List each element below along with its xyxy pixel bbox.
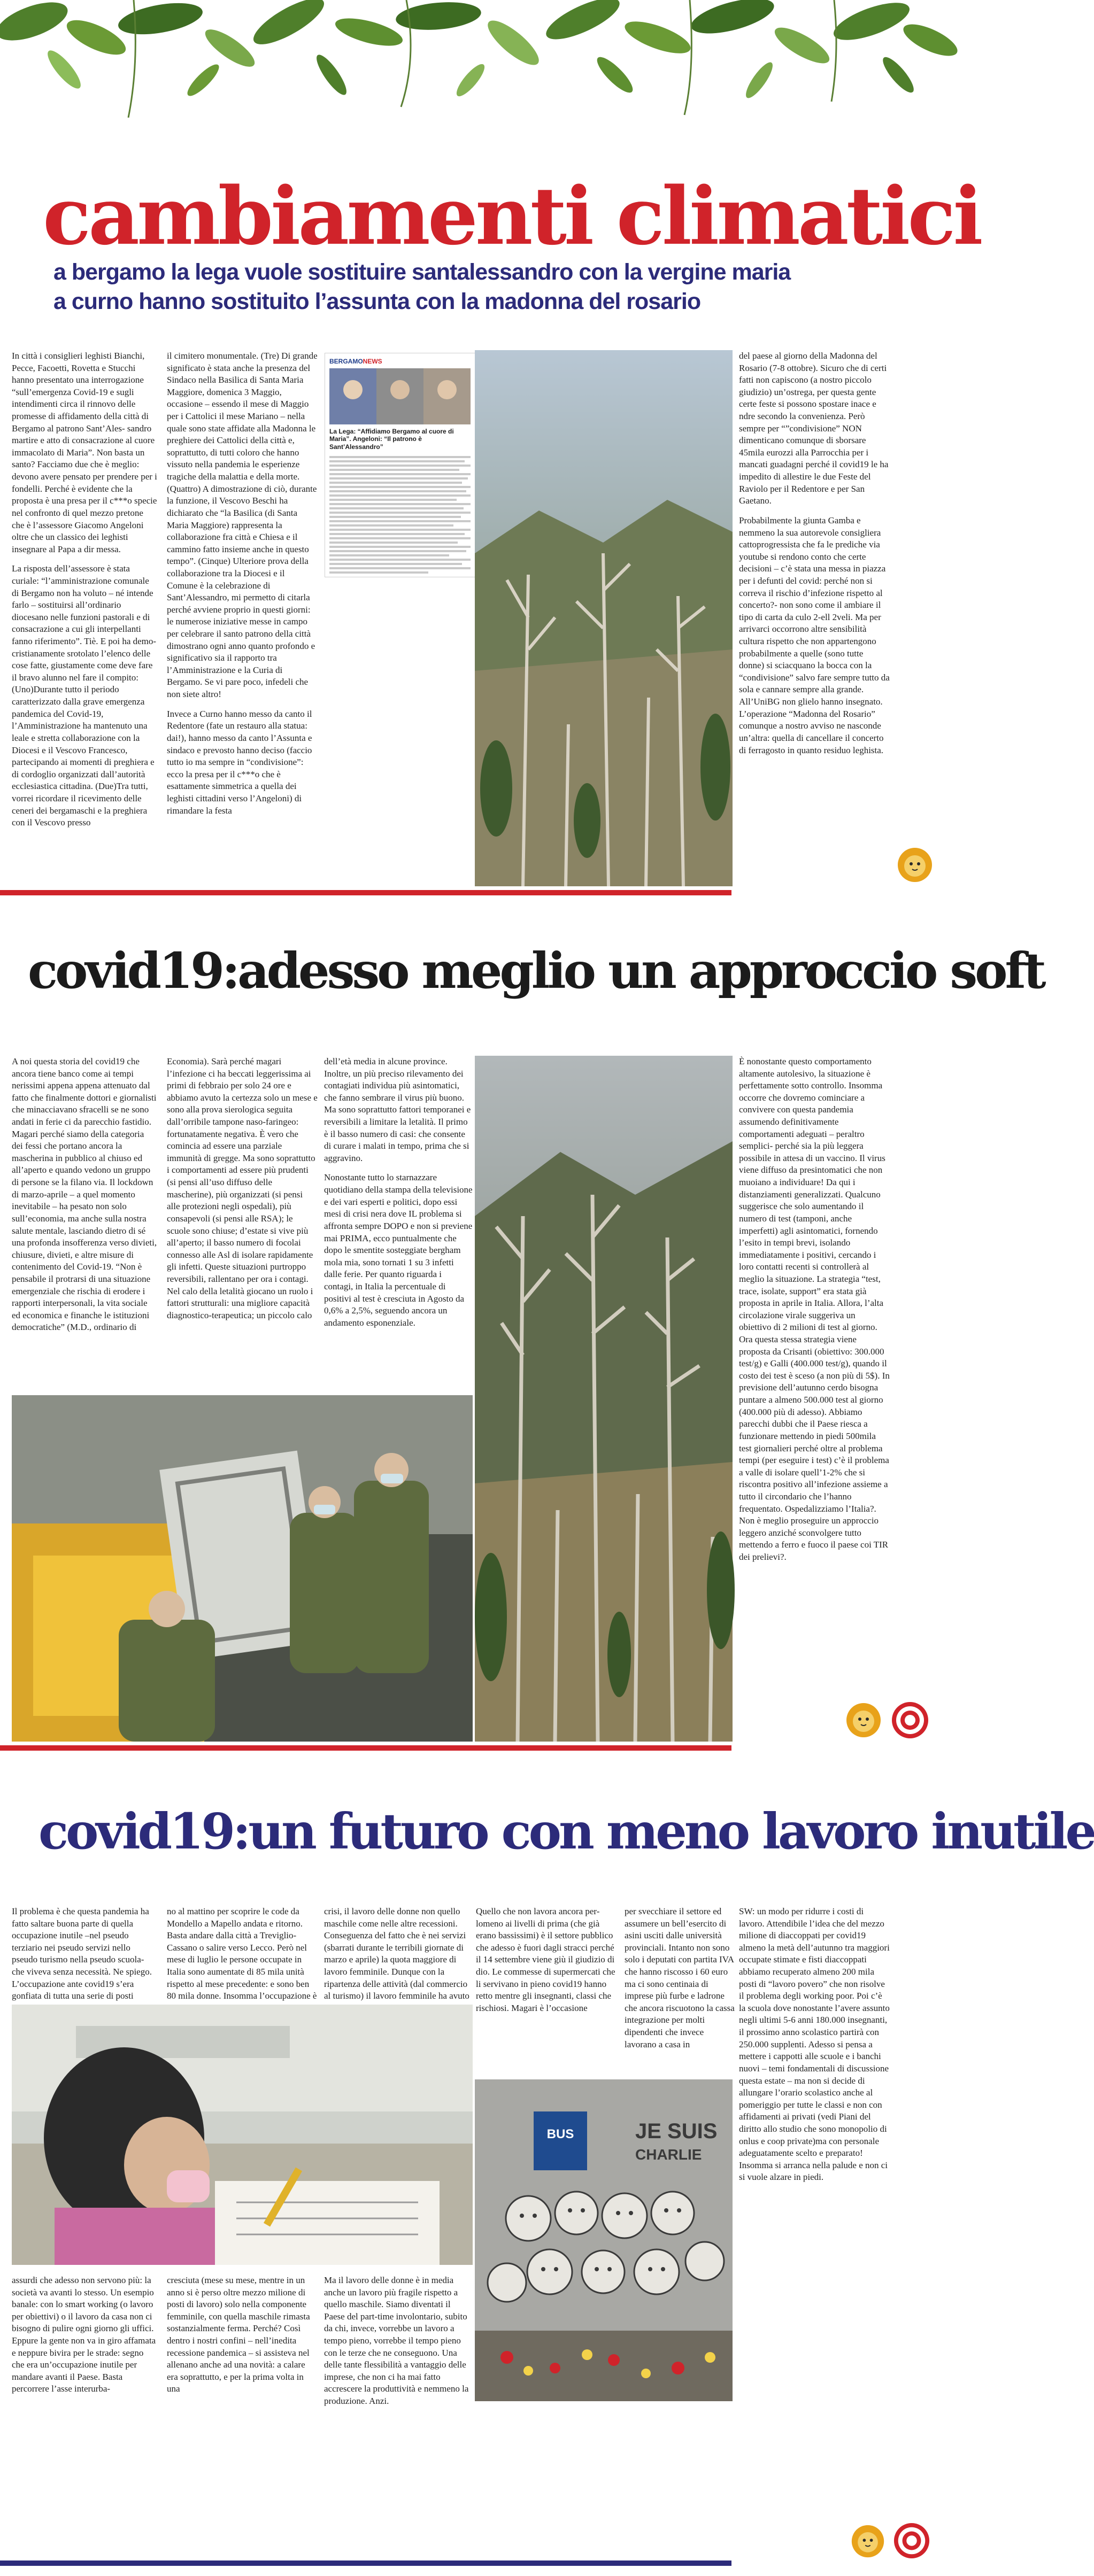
- paragraph: del paese al giorno della Madonna del Rosario (7-8 ottobre). Sicuro che di certi fatti non capiscono (a nostro piccolo giudizio) un’ostrega, per questa gente certe feste si possono spostare inace e ndre secondo la convenienza. Però sempre per “”condivisione” NON dimenticano comunque di sborsare 45mila eurozzi alla Parrocchia per i mancati guadagni perché il covid19 le ha impedito di allestire le due Feste del Raviolo per il Redentore e per San Gaetano.: [739, 351, 889, 506]
- section3-column-2-bottom: [167, 2275, 318, 2403]
- section3-column-5-top: [625, 1906, 735, 2058]
- dead-trees-photo: [475, 1056, 733, 1742]
- paragraph: La risposta dell’assessore è stata curiale: “l’amministrazione comunale di Bergamo non ha voluto – né intende farlo – sostituirsi all’ordinario diocesano nelle funzioni pastorali e di consacrazione a cui gli interpellanti fanno riferimento”. Tiè. E poi ha demo- cristianamente srotolato l’elenco delle cose fatte, giustamente come deve fare il bravo alunno nel fare il compito: (Uno)Durante tutto il periodo caratterizzato dalla grave emergenza pandemica del Covid-19, l’Amministrazione ha mantenuto una leale e stretta collaborazione con la Diocesi e il Vescovo Francesco, partecipando ai momenti di preghiera e di cordoglio organizzati dall’autorità ecclesiastica cittadina. (Due)Tra tutti, vorrei ricordare il ricevimento delle ceneri dei bergamaschi e la preghiera con il Vescovo presso: [12, 563, 157, 828]
- paragraph: In città i consiglieri leghisti Bianchi, Pecce, Facoetti, Rovetta e Stucchi hanno presentato una interrogazione “sull’emergenza Covid-19 e sugli intendimenti circa il rinnovo delle promesse di affidamento della città di Bergamo al patrono Sant’Ales- sandro martire e atto di consacrazione al cuore immacolato di Maria”. Non basta un santo? Facciamo due che è meglio: devono avere pensato per prendere per i fondelli. Perché è evidente che la proposta è una presa per il c***o specie nel confronto di quel mezzo pretone che è l’assessore Giacomo Angeloni oltre che un classico dei leghisti insegnare al Papa a dir messa.: [12, 351, 157, 554]
- paragraph: crisi, il lavoro delle donne non quello maschile come nelle altre recessioni. Conseguenza del fatto che è nei servizi (sbarrati durante le terribili giornate di marzo e aprile) la quota maggiore di lavoro femminile. Dunque con la ripartenza delle attività (dal commercio al turismo) il lavoro femminile ha avuto: [324, 1906, 469, 2001]
- paragraph: dell’età media in alcune province. Inoltre, un più preciso rilevamento dei contagiati individua più asintomatici, che fanno sembrare il virus più buono. Ma sono soprattutto fattori temporanei e reversibili a limitare la letalità. Il primo è il basso numero di casi: che consente di curare i malati in tempo, prima che si aggravino.: [324, 1056, 471, 1163]
- page-title: cambiamenti climatici: [43, 169, 981, 262]
- divider-blue: [0, 2560, 731, 2566]
- news-headline: La Lega: “Affidiamo Bergamo al cuore di Maria”. Angeloni: “Il patrono è Sant’Alessandro”: [329, 428, 454, 451]
- section2-title: covid19:adesso meglio un approccio soft: [28, 942, 1044, 1000]
- target-icon: [893, 2522, 930, 2559]
- news-brand: BERGAMONEWS: [329, 358, 382, 365]
- section3-column-4-top: [476, 1906, 619, 2022]
- section2-column-3: [324, 1056, 473, 1336]
- paragraph: Ma il lavoro delle donne è in media anche un lavoro più fragile rispetto a quello maschile. Siamo diventati il Paese del part-time involontario, subito da chi, invece, vorrebbe un lavoro a tempo pieno, vorrebbe il tempo pieno con le terze che ne conseguono. Una delle tante flessibilità a vantaggio delle imprese, che non ci ha mai fatto accrescere la produttività e nemmeno la produzione. Anzi.: [324, 2275, 469, 2407]
- paragraph: no al mattino per scoprire le code da Mondello a Mapello andata e ritorno. Basta andare dalla città a Treviglio-Cassano o salire verso Lecco. Però nel mese di luglio le persone occupate in Italia sono aumentate di 85 mila unità rispetto al mese precedente: e sono ben 80 mila donne. Insomma l’occupazione è: [167, 1906, 317, 2001]
- soldiers-photo: [12, 1395, 473, 1742]
- lion-icon: [896, 845, 934, 885]
- lion-icon: [845, 1700, 882, 1740]
- news-body-lines: [329, 456, 471, 574]
- section3-column-6: [739, 1906, 890, 2191]
- section3-column-2-top: [167, 1906, 318, 2010]
- news-clipping: [325, 353, 475, 577]
- section1-column-2: [167, 350, 318, 824]
- section3-column-3-bottom: [324, 2275, 473, 2415]
- lion-icon: [850, 2522, 885, 2560]
- paragraph: Economia). Sarà perché magari l’infezione ci ha beccati leggerissima ai primi di febbraio per solo 24 ore e abbiamo avuto la certezza solo un mese e sono alla prova sierologica seguita dall’orribile tampone naso-faringeo: fortunatamente negativa. È vero che comincia ad essere una parziale immunità di gregge. Ma sono soprattutto i comportamenti ad essere più prudenti (si pensi all’uso diffuso delle mascherine), più organizzati (si pensi alle protezioni negli ospedali), più consapevoli (si pensi alle RSA); le scuole sono chiuse; d’estate si vive più all’aperto; il basso numero di focolai connesso alle Asl di isolare rapidamente gli infetti. Queste situazioni purtroppo reversibili, rallentano per ora i contagi. Nel calo della letalità giocano un ruolo i fattori strutturali: una migliore capacità diagnostico-terapeutica; un piccolo calo: [167, 1056, 318, 1320]
- paragraph: assurdi che adesso non servono più: la società va avanti lo stesso. Un esempio banale: con lo smart working (o lavoro per obiettivi) o il lavoro da casa non ci bisogno di pulire ogni giorno gli uffici. Eppure la gente non va in giro affamata e neppure bivira per le strade: segno che era un’occupazione inutile per mandare avanti il Paese. Basta percorrere l’asse interurba-: [12, 2275, 156, 2394]
- section1-column-1: [12, 350, 157, 837]
- paragraph: A noi questa storia del covid19 che ancora tiene banco come ai tempi nerissimi appena appena attenuato dal fatto che finalmente dottori e giornalisti che minacciavano sfracelli se ne sono andati in ferie ci da parecchio fastidio. Magari perché siamo della categoria dei fessi che portano ancora la mascherina in pubblico al chiuso ed all’aperto e quando vedono un gruppo di persone se la filano via. Il lockdown di marzo-aprile – a quel momento inevitabile – ha pesato non solo sull’economia, ma anche sulla nostra salute mentale, lasciando dietro di sé una profonda insofferenza verso divieti, chiusure, divieti, e altre misure di contenimento del Covid-19. “Non è pensabile il protrarsi di una situazione emergenziale che rischia di erodere i rapporti interpersonali, la vita sociale ed economica e finanche le istituzioni democratiche” (M.D., ordinario di: [12, 1056, 157, 1333]
- section3-title: covid19:un futuro con meno lavoro inutile: [38, 1803, 1094, 1860]
- paragraph: cresciuta (mese su mese, mentre in un anno si è perso oltre mezzo milione di posti di lavoro) solo nella componente femminile, con quella maschile rimasta sostanzialmente ferma. Perché? Così dentro i nostri confini – nell’inedita recessione pandemica – si assisteva nel allenano anche ad una novità: a calare era soprattutto, e per la prima volta in una: [167, 2275, 310, 2394]
- leaves-banner: [0, 0, 952, 131]
- news-photo: [329, 368, 471, 424]
- section1-column-4: [739, 350, 890, 764]
- section2-column-4: [739, 1056, 890, 1571]
- section2-column-1: [12, 1056, 157, 1341]
- paragraph: Invece a Curno hanno messo da canto il Redentore (fate un restauro alla statua: dai!), hanno messo da canto l’Assunta e sindaco e prevosto hanno deciso (faccio tutto io ma sempre in “condivisione”: ecco la presa per il c***o che è esattamente simmetrica a quella dei leghisti cittadini verso l’Angeloni) di rimandare la festa: [167, 708, 312, 816]
- target-icon: [891, 1701, 929, 1739]
- paragraph: Probabilmente la giunta Gamba e nemmeno la sua autorevole consigliera cattoprogressista che fa le prediche via youtube si rendono conto che certe decisioni – c’è stata una messa in piazza per i defunti del covid: perché non si correva il rischio d’infezione rispetto al concerto?- non sono come il ambiare il tipo di carta da culo 2-ell 2veli. Ma per arrivarci occorrono altre sensibilità cultura rispetto che non appartengono probabilmente a quelle (sono tutte donne) si sciacquano la bocca con la “condivisione” salvo fare sempre tutto da sola e cannare sempre alla grande. All’UniBG non glielo hanno insegnato. L’operazione “Madonna del Rosario” comunque a nostro avviso ne nasconde un’altra: quella di cancellare il concerto di ferragosto in quanto residuo leghista.: [739, 515, 890, 755]
- wall-writing-a: JE SUIS: [635, 2119, 718, 2143]
- paragraph: per svecchiare il settore ed assumere un bell’esercito di asini usciti dalle università provinciali. Intanto non sono solo i deputati con partita IVA che hanno riscosso i 60 euro ma ci sono centinaia di imprese più furbe e ladrone che ancora riscuotono la cassa integrazione per molti dipendenti che invece lavorano a casa in: [625, 1906, 735, 2049]
- wall-writing-b: CHARLIE: [635, 2146, 702, 2163]
- paragraph: Quello che non lavora ancora per- lomeno ai livelli di prima (che già erano bassissimi) è il settore pubblico che adesso è fuori dagli stracci perché il 14 settembre viene giù il giudizio di dio. Le commesse di supermercati che li servivano in pieno covid19 hanno retto mentre gli insegnanti, classi che rischiosi. Magari è l’occasione: [476, 1906, 615, 2013]
- subtitle-1: a bergamo la lega vuole sostituire santalessandro con la vergine maria: [53, 259, 791, 285]
- divider-red: [0, 1745, 731, 1751]
- section3-column-1-bottom: [12, 2275, 157, 2403]
- paragraph: Il problema è che questa pandemia ha fatto saltare buona parte di quella occupazione inutile –nel pseudo terziario nei pseudo servizi nello pseudo turismo nella pseudo scuola- che viveva senza necessità. Ne spiego. L’occupazione ante covid19 s’era gonfiata di tutta una serie di posti: [12, 1906, 152, 2001]
- divider-red: [0, 890, 731, 895]
- paragraph: SW: un modo per ridurre i costi di lavoro. Attendibile l’idea che del mezzo milione di diaccoppati per covid19 almeno la metà dell’autunno tra maggiori occupate stimate e fisti diaccoppati abbiamo recuperato almeno 200 mila posti di “lavoro povero” che non risolve il problema degli working poor. Poi c’è la scuola dove nonostante l’avere assunto negli ultimi 5-6 anni 180.000 insegnanti, il prossimo anno scolastico partirà con 250.000 supplenti. Adesso si pensa a mettere i cappotti alle scuole e i banchi nuovi – temi fondamentali di discussione questa estate – ma non si decide di allungare l’orario scolastico anche al pomeriggio per tutte le classi e non con affidamenti ai privati (vedi Piani del diritto allo studio che sono monopolio di onlus e coop private)ma con personale adeguatamente scelto e preparato! Insomma si arranca nella palude e non ci si vuole alzare in piedi.: [739, 1906, 890, 2183]
- paragraph: È nonostante questo comportamento altamente autolesivo, la situazione è perfettamente sotto controllo. Insomma occorre che dovremo cominciare a convivere con questa pandemia assumendo definitivamente comportamenti adeguati – peraltro semplici- perché sia la più leggera possibile in attesa di un vaccino. Il virus viene diffuso da presintomatici che non muoiano a individuare! Da qui i distanziamenti generalizzati. Qualcuno suggerisce che solo aumentando il numero di test (tamponi, anche imperfetti) agli asintomatici, fornendo l’esito in tempi brevi, isolando immediatamente i positivi, cercando i loro contatti recenti si controllerà al meglio la situazione. La strategia “test, trace, isolate, support” era stata già proposta in aprile in Italia. Allora, l’alta circolazione virale suggeriva un obiettivo di 2 milioni di test al giorno. Ora questa stessa strategia viene proposta da Crisanti (obiettivo: 300.000 test/g) e Galli (400.000 test/g), quando il costo dei test è sceso (a non più di 5$). In previsione dell’autunno cerdo bisogna puntare a almeno 500.000 test al giorno (400.000 più di adesso). Abbiamo parecchi dubbi che il Paese riesca a funzionare mettendo in piedi 500mila test giornalieri perché oltre al problema tempi (per eseguire i test) c’è il problema a valle di isolare quell’1-2% che si riscontra positivo all’infezione assieme a tutto il circondario che l’hanno frequentato. Ospedalizziamo l’Italia?. Non è meglio proseguire un approccio leggero anziché sconvolgere tutto mettendo a ferro e fuoco il paese coi TIR dei prelievi?.: [739, 1056, 890, 1562]
- dead-forest-photo: [475, 350, 733, 886]
- subtitle-2: a curno hanno sostituito l’assunta con la madonna del rosario: [53, 289, 701, 314]
- section2-column-2: [167, 1056, 318, 1329]
- bus-sign-text: BUS: [546, 2127, 574, 2141]
- paragraph: il cimitero monumentale. (Tre) Di grande significato è stata anche la presenza del Sindaco nella Basilica di Santa Maria Maggiore, domenica 3 Maggio, occasione – essendo il mese di Maggio per i Cattolici il mese Mariano – nella quale sono state affidate alla Madonna le preghiere dei Cattolici della città e, soprattutto, di tutti coloro che hanno vissuto nella pandemia le esperienze tragiche della malattia e della morte. (Quattro) A dimostrazione di ciò, durante la funzione, il Vescovo Beschi ha dichiarato che “la Basilica (di Santa Maria Maggiore) rappresenta la collaborazione fra città e Chiesa e il cammino fatto insieme anche in questo tempo”. (Cinque) Ulteriore prova della collaborazione tra la Diocesi e il Comune è la celebrazione di Sant’Alessandro, mi permetto di citarla perché avviene proprio in questi giorni: le numerose iniziative messe in campo per celebrare il santo patrono della città dimostrano ogni anno quanto profondo e significativo sia il rapporto tra l’Amministrazione e la Curia di Bergamo. Se vi pare poco, infedeli che non siete altro!: [167, 351, 318, 700]
- paragraph: Nonostante tutto lo starnazzare quotidiano della stampa della televisione e dei vari esperti e politici, dopo essi mesi di crisi nera dove IL problema si affronta sempre DOPO e non si previene mai PRIMA, ecco puntualmente che dopo le smentite sosteggiate bergham mola mia, sono tornati 1 su 3 infetti dalle ferie. Per quanto riguarda i contagi, in Italia la percentuale di positivi al test è cresciuta in Agosto da 0,6% a 2,5%, seguendo ancora un andamento esponenziale.: [324, 1172, 473, 1328]
- memorial-wall-photo: [475, 2079, 733, 2401]
- child-writing-photo: [12, 2005, 473, 2265]
